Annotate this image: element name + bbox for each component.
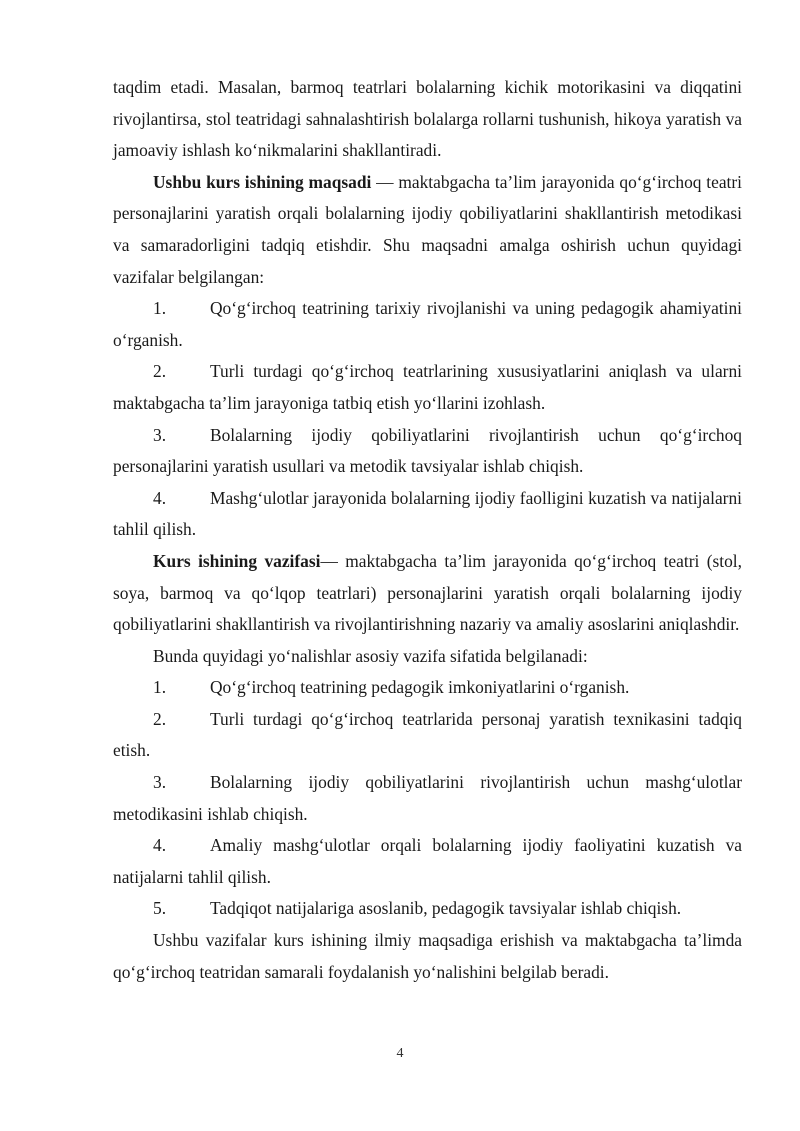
tasks-paragraph bbox=[113, 546, 742, 641]
intro-paragraph: taqdim etadi. Masalan, barmoq teatrlari bolalarning kichik motorikasini va diqqatini rivojlantirsa, stol teatridagi sahnalashtirish bolalarga rollarni tushunish, hikoya yaratish va jamoaviy ishlash ko‘nikmalarini shakllantiradi. bbox=[113, 77, 742, 161]
directions-intro: Bunda quyidagi yo‘nalishlar asosiy vazifa sifatida belgilanadi: bbox=[153, 645, 588, 666]
direction-list-item-1 bbox=[113, 672, 742, 704]
list-number: 2. bbox=[153, 361, 167, 382]
list-item-text: Turli turdagi qo‘g‘irchoq teatrlarining xususiyatlarini aniqlash va ularni maktabgacha ta’lim jarayoniga tatbiq etish yo‘llarini izohlash. bbox=[113, 361, 742, 413]
goal-list-item-1 bbox=[113, 293, 742, 356]
list-item-text: Qo‘g‘irchoq teatrining pedagogik imkoniyatlarini o‘rganish. bbox=[210, 677, 630, 698]
list-item-text: Turli turdagi qo‘g‘irchoq teatrlarida personaj yaratish texnikasini tadqiq etish. bbox=[113, 708, 742, 761]
tasks-heading: Kurs ishining vazifasi bbox=[153, 550, 321, 571]
document-page bbox=[113, 72, 742, 988]
direction-list-item-3 bbox=[113, 767, 742, 830]
list-number: 5. bbox=[153, 898, 167, 919]
list-item-text: Qo‘g‘irchoq teatrining tarixiy rivojlanishi va uning pedagogik ahamiyatini o‘rganish. bbox=[113, 298, 742, 350]
goal-paragraph bbox=[113, 167, 742, 293]
goal-text: — maktabgacha ta’lim jarayonida qo‘g‘irchoq teatri personajlarini yaratish orqali bolalarning ijodiy qobiliyatlarini shakllantirish metodikasi va samaradorligini tadqiq etishdir. Shu maqsadni amalga oshirish uchun quyidagi vazifalar belgilangan: bbox=[113, 171, 742, 287]
list-number: 3. bbox=[153, 772, 167, 793]
list-number: 4. bbox=[153, 487, 167, 508]
direction-list-item-2 bbox=[113, 704, 742, 767]
page-number: 4 bbox=[396, 1046, 404, 1061]
goal-heading: Ushbu kurs ishining maqsadi bbox=[153, 171, 372, 192]
goal-list-item-2 bbox=[113, 356, 742, 419]
direction-list-item-4 bbox=[113, 830, 742, 893]
list-item-text: Bolalarning ijodiy qobiliyatlarini rivojlantirish uchun mashg‘ulotlar metodikasini ishlab chiqish. bbox=[113, 772, 742, 824]
list-number: 4. bbox=[153, 835, 167, 856]
list-number: 1. bbox=[153, 677, 167, 698]
direction-list-item-5 bbox=[113, 893, 742, 925]
goal-list-item-3 bbox=[113, 420, 742, 483]
list-number: 3. bbox=[153, 424, 167, 445]
tasks-text: — maktabgacha ta’lim jarayonida qo‘g‘irchoq teatri (stol, soya, barmoq va qo‘lqop teatrlari) personajlarini yaratish orqali bolalarning ijodiy qobiliyatlarini shakllantirish va rivojlantirishning nazariy va amaliy asoslarini aniqlashdir. bbox=[113, 550, 742, 635]
list-item-text: Bolalarning ijodiy qobiliyatlarini rivojlantirish uchun qo‘g‘irchoq personajlarini yaratish usullari va metodik tavsiyalar ishlab chiqish. bbox=[113, 424, 742, 477]
list-item-text: Tadqiqot natijalariga asoslanib, pedagogik tavsiyalar ishlab chiqish. bbox=[210, 898, 682, 919]
conclusion-paragraph: Ushbu vazifalar kurs ishining ilmiy maqsadiga erishish va maktabgacha ta’limda qo‘g‘irchoq teatridan samarali foydalanish yo‘nalishini belgilab beradi. bbox=[113, 930, 742, 982]
list-item-text: Amaliy mashg‘ulotlar orqali bolalarning ijodiy faoliyatini kuzatish va natijalarni tahlil qilish. bbox=[113, 835, 742, 887]
list-item-text: Mashg‘ulotlar jarayonida bolalarning ijodiy faolligini kuzatish va natijalarni tahlil qilish. bbox=[113, 487, 742, 540]
list-number: 1. bbox=[153, 298, 167, 319]
goal-list-item-4 bbox=[113, 483, 742, 546]
list-number: 2. bbox=[153, 708, 167, 729]
